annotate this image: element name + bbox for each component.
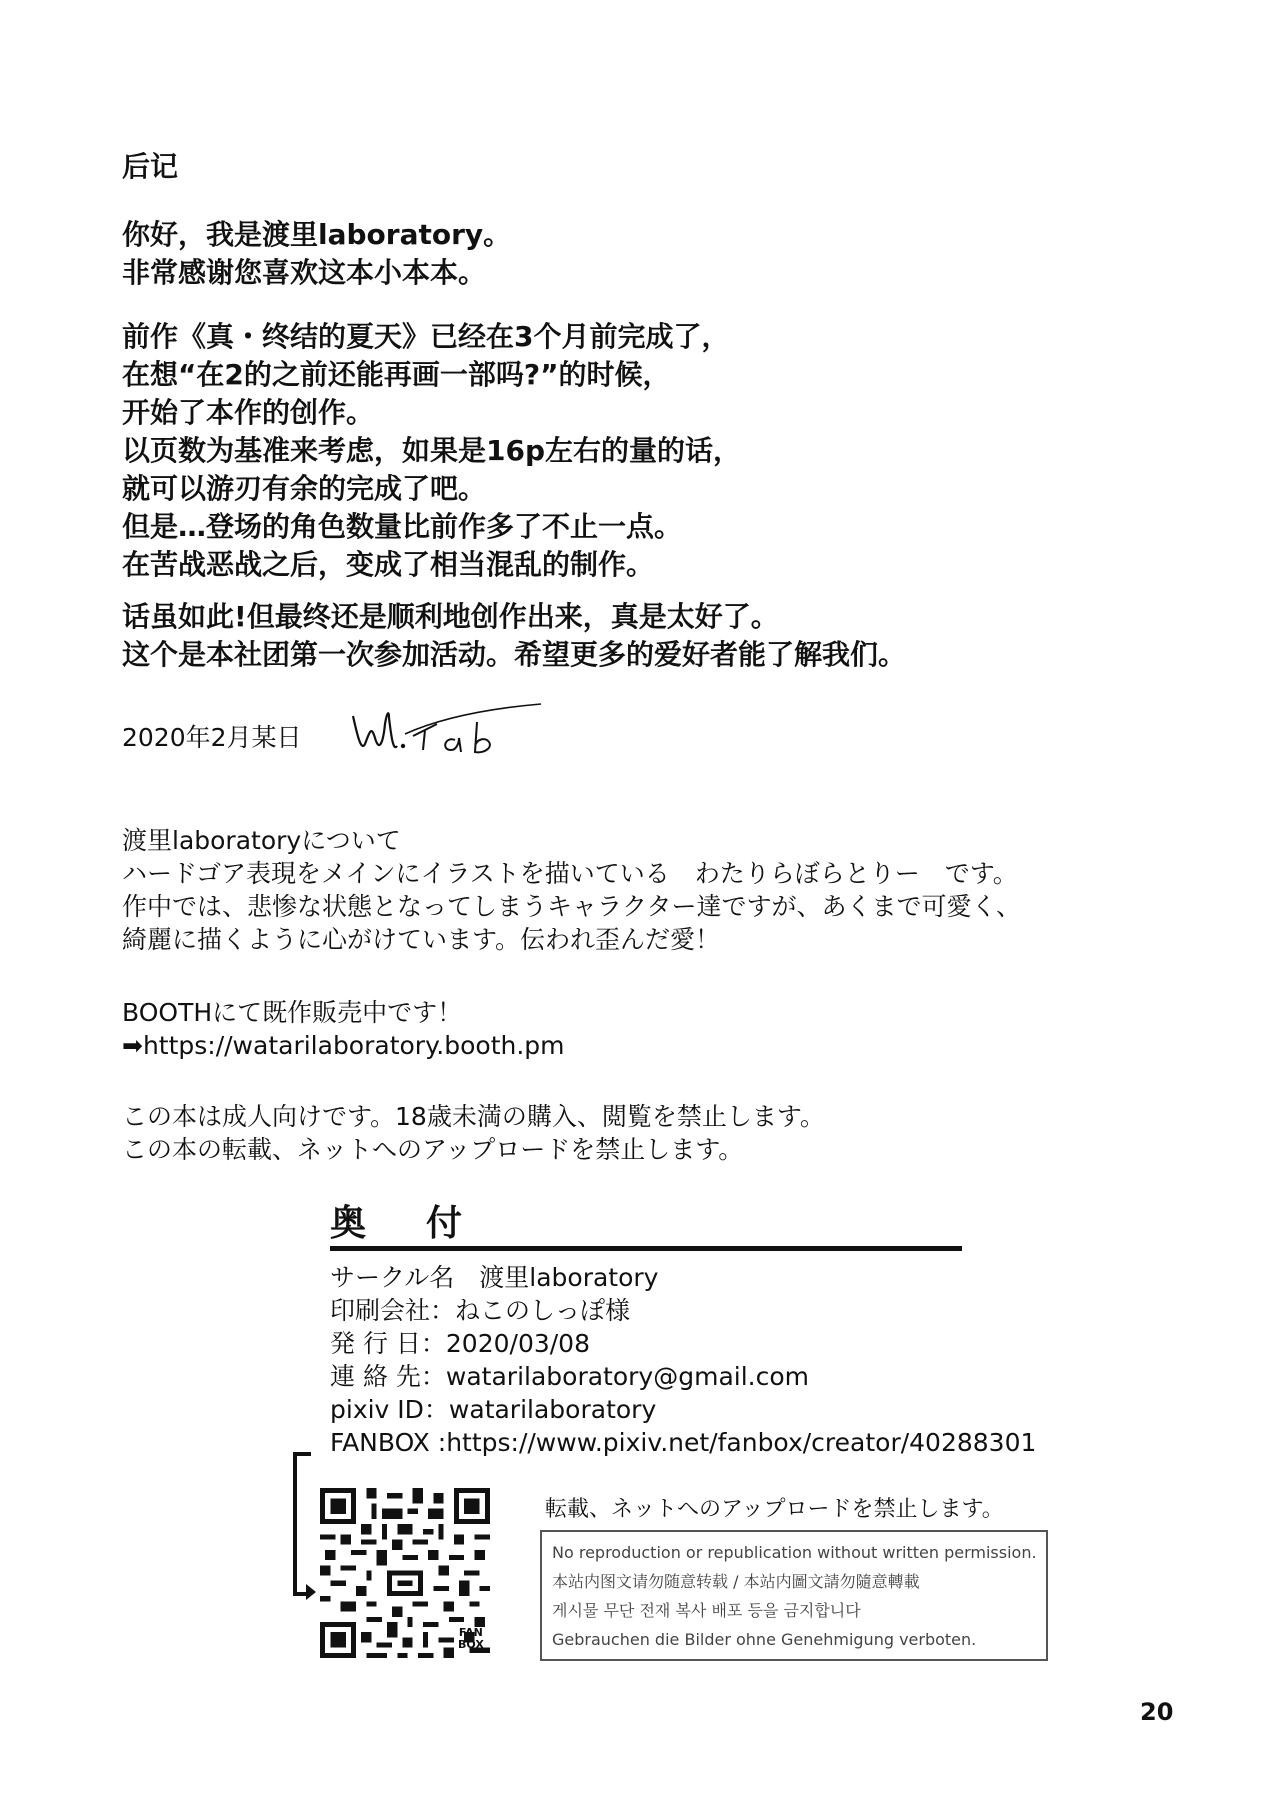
colophon-key: 印刷会社：: [330, 1296, 456, 1325]
repost-notice: 転載、ネットへのアップロードを禁止します。: [545, 1497, 1004, 1522]
colophon-key: 発 行 日：: [330, 1329, 446, 1358]
colophon-row: [330, 1426, 1036, 1459]
fanbox-logo-text: FAN: [458, 1626, 483, 1639]
notice-line: Gebrauchen die Bilder ohne Genehmigung verboten.: [552, 1630, 977, 1649]
fanbox-logo-text: BOX: [458, 1638, 484, 1651]
colophon-value: 渡里laboratory: [479, 1263, 659, 1292]
colophon-title: 奥 付: [330, 1203, 475, 1244]
text-line: BOOTHにて既作販売中です！: [122, 998, 463, 1027]
text-line: 你好，我是渡里laboratory。: [122, 218, 512, 251]
colophon-value: 2020/03/08: [445, 1329, 590, 1358]
adult-notice: [122, 1100, 1172, 1166]
arrow-icon: [306, 1584, 316, 1600]
colophon-row: [330, 1360, 1036, 1393]
text-line: この本の転載、ネットへのアップロードを禁止します。: [122, 1135, 744, 1164]
afterword-date: 2020年2月某日: [122, 723, 302, 752]
notice-line: 게시물 무단 전재 복사 배포 등을 금지합니다: [552, 1601, 861, 1620]
text-line: ハードゴア表現をメインにイラストを描いている わたりらぼらとりー です。: [122, 859, 1018, 888]
text-line: 这个是本社团第一次参加活动。希望更多的爱好者能了解我们。: [122, 638, 907, 671]
text-line: 作中では、悲惨な状態となってしまうキャラクター達ですが、あくまで可愛く、: [122, 892, 1022, 921]
handwritten-signature: [345, 694, 545, 764]
fanbox-logo: [458, 1627, 484, 1651]
colophon-value: watarilaboratory@gmail.com: [445, 1362, 809, 1391]
colophon-rule: [330, 1246, 962, 1251]
afterword-closing: [122, 598, 1172, 674]
colophon-row: [330, 1393, 1036, 1426]
multilingual-notice-box: [540, 1530, 1048, 1661]
afterword-body: [122, 318, 1172, 584]
fanbox-url: https://www.pixiv.net/fanbox/creator/40288301: [446, 1428, 1037, 1457]
text-line: 在想“在2的之前还能再画一部吗?”的时候，: [122, 358, 671, 391]
colophon: [330, 1261, 1036, 1459]
page-number: 20: [1140, 1698, 1174, 1726]
colophon-row: [330, 1261, 1036, 1294]
notice-line: 本站内图文请勿随意转载 / 本站内圖文請勿隨意轉載: [552, 1572, 920, 1591]
text-line: 前作《真・终结的夏天》已经在3个月前完成了，: [122, 320, 730, 353]
colophon-row: [330, 1294, 1036, 1327]
text-line: 话虽如此!但最终还是顺利地创作出来，真是太好了。: [122, 600, 779, 633]
about-section: [122, 824, 1172, 956]
colophon-key: pixiv ID：: [330, 1395, 449, 1424]
colophon-value: watarilaboratory: [448, 1395, 657, 1424]
text-line: 非常感谢您喜欢这本小本本。: [122, 256, 487, 289]
colophon-row: [330, 1327, 1036, 1360]
afterword-greeting: [122, 216, 1172, 292]
text-line: 綺麗に描くように心がけています。伝われ歪んだ愛！: [122, 925, 721, 954]
text-line: 在苦战恶战之后，变成了相当混乱的制作。: [122, 548, 655, 581]
text-line: 但是…登场的角色数量比前作多了不止一点。: [122, 510, 683, 543]
colophon-value: ねこのしっぽ様: [455, 1296, 631, 1325]
afterword-heading: 后记: [122, 150, 179, 183]
booth-section: [122, 996, 1172, 1062]
text-line: 开始了本作的创作。: [122, 396, 375, 429]
text-line: 以页数为基准来考虑，如果是16p左右的量的话，: [122, 434, 742, 467]
colophon-key: サークル名: [330, 1263, 480, 1292]
booth-link: ➡https://watarilaboratory.booth.pm: [122, 1031, 565, 1060]
text-line: この本は成人向けです。18歳未満の購入、閲覧を禁止します。: [122, 1102, 825, 1131]
colophon-key: 連 絡 先：: [330, 1362, 446, 1391]
bracket-line: [293, 1592, 307, 1596]
bracket-line: [293, 1452, 311, 1596]
colophon-key: FANBOX :: [330, 1428, 447, 1457]
text-line: 渡里laboratoryについて: [122, 826, 401, 855]
text-line: 就可以游刃有余的完成了吧。: [122, 472, 487, 505]
notice-line: No reproduction or republication without written permission.: [552, 1543, 1037, 1562]
